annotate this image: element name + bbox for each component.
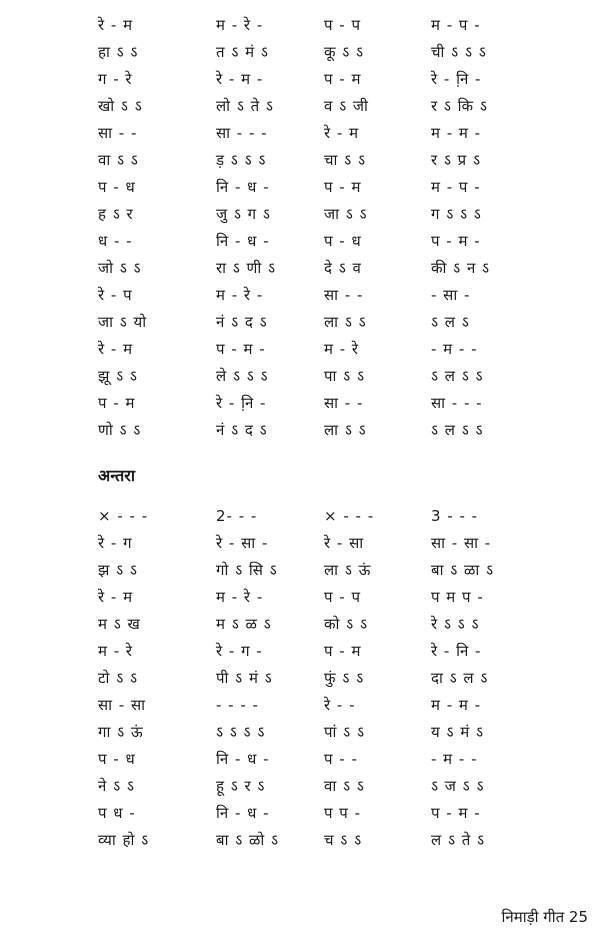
- notation-cell: सा - -: [324, 394, 364, 412]
- notation-cell: ऽ ल ऽ: [431, 313, 470, 331]
- notation-cell: चा ऽ ऽ: [324, 151, 366, 169]
- notation-row: [0, 309, 600, 336]
- notation-row: [0, 503, 600, 530]
- notation-cell: ले ऽ ऽ ऽ: [216, 367, 269, 385]
- notation-cell: रे - -: [324, 696, 356, 714]
- notation-cell: पी ऽ मं ऽ: [216, 669, 273, 687]
- notation-cell: 2- - -: [216, 507, 258, 525]
- notation-cell: रे - म: [98, 16, 134, 34]
- notation-cell: नि - ध -: [216, 750, 270, 768]
- notation-cell: झ ऽ ऽ: [98, 561, 138, 579]
- notation-cell: ह ऽ र: [98, 205, 134, 223]
- notation-row: [0, 39, 600, 66]
- notation-cell: नं ऽ द ऽ: [216, 421, 268, 439]
- notation-cell: - म - -: [431, 340, 478, 358]
- notation-cell: रे - सा -: [216, 534, 269, 552]
- notation-cell: नं ऽ द ऽ: [216, 313, 268, 331]
- notation-cell: ग ऽ ऽ ऽ: [431, 205, 482, 223]
- notation-cell: प - म -: [431, 232, 481, 250]
- notation-cell: झू ऽ ऽ: [98, 367, 138, 385]
- notation-row: [0, 336, 600, 363]
- notation-cell: वा ऽ ऽ: [324, 777, 365, 795]
- notation-row: [0, 665, 600, 692]
- notation-cell: प - म: [324, 642, 362, 660]
- notation-cell: म - प -: [431, 178, 481, 196]
- notation-cell: ऽ ल ऽ ऽ: [431, 421, 484, 439]
- notation-cell: ऽ ज ऽ ऽ: [431, 777, 485, 795]
- notation-cell: दा ऽ ल ऽ: [431, 669, 489, 687]
- notation-cell: दे ऽ व: [324, 259, 362, 277]
- notation-row: [0, 201, 600, 228]
- notation-cell: हू ऽ र ऽ: [216, 777, 266, 795]
- notation-cell: रे - म: [324, 124, 360, 142]
- notation-cell: रे - म -: [216, 70, 264, 88]
- notation-cell: सा - -: [324, 286, 364, 304]
- notation-cell: रे - ग -: [216, 642, 263, 660]
- notation-row: [0, 719, 600, 746]
- notation-cell: प ध -: [98, 804, 136, 822]
- notation-row: [0, 255, 600, 282]
- notation-cell: म - म -: [431, 696, 482, 714]
- notation-row: [0, 417, 600, 444]
- notation-cell: नि - ध -: [216, 232, 270, 250]
- notation-cell: वा ऽ ऽ: [98, 151, 139, 169]
- notation-cell: प - प: [324, 16, 361, 34]
- notation-row: [0, 390, 600, 417]
- notation-cell: नि - ध -: [216, 804, 270, 822]
- notation-cell: गो ऽ सि ऽ: [216, 561, 278, 579]
- notation-cell: ध - -: [98, 232, 133, 250]
- page-footer: निमाड़ी गीत 25: [501, 908, 588, 926]
- notation-cell: ला ऽ ऽ: [324, 313, 367, 331]
- notation-cell: व ऽ जी: [324, 97, 369, 115]
- notation-cell: रे - नि़ -: [216, 394, 267, 412]
- notation-cell: ला ऽ ऽ: [324, 421, 367, 439]
- notation-cell: म - रे: [98, 642, 134, 660]
- notation-row: [0, 692, 600, 719]
- notation-row: [0, 773, 600, 800]
- notation-row: [0, 120, 600, 147]
- notation-cell: सा - सा: [98, 696, 146, 714]
- notation-cell: म - रे -: [216, 16, 264, 34]
- notation-cell: गा ऽ ऊं: [98, 723, 144, 741]
- notation-row: [0, 93, 600, 120]
- notation-cell: प - ध: [98, 750, 136, 768]
- notation-cell: प म प -: [431, 588, 484, 606]
- notation-cell: नि - ध -: [216, 178, 270, 196]
- notation-cell: की ऽ न ऽ: [431, 259, 491, 277]
- notation-row: [0, 638, 600, 665]
- notation-cell: पा ऽ ऽ: [324, 367, 365, 385]
- notation-table-antara: [0, 503, 600, 854]
- notation-cell: ऽ ऽ ऽ ऽ: [216, 723, 266, 741]
- notation-row: [0, 800, 600, 827]
- notation-cell: ने ऽ ऽ: [98, 777, 135, 795]
- notation-row: [0, 282, 600, 309]
- notation-cell: म ऽ ळ ऽ: [216, 615, 272, 633]
- notation-cell: सा - - -: [431, 394, 483, 412]
- notation-cell: जा ऽ ऽ: [324, 205, 368, 223]
- notation-cell: ऽ ल ऽ ऽ: [431, 367, 484, 385]
- notation-cell: - सा -: [431, 286, 471, 304]
- notation-cell: सा - सा -: [431, 534, 492, 552]
- notation-cell: रे - प: [98, 286, 133, 304]
- notation-cell: रे ऽ ऽ ऽ: [431, 615, 480, 633]
- section-heading: अन्तरा: [98, 466, 135, 485]
- notation-cell: × - - -: [324, 507, 375, 525]
- notation-cell: रे - म: [98, 340, 134, 358]
- notation-cell: म - रे: [324, 340, 360, 358]
- notation-cell: जु ऽ ग ऽ: [216, 205, 271, 223]
- notation-cell: फुं ऽ ऽ: [324, 669, 365, 687]
- notation-cell: रे - नि़ -: [431, 70, 482, 88]
- notation-cell: प - म -: [431, 804, 481, 822]
- notation-row: [0, 611, 600, 638]
- notation-cell: जो ऽ ऽ: [98, 259, 142, 277]
- notation-cell: रे - सा: [324, 534, 365, 552]
- notation-cell: बा ऽ ळो ऽ: [216, 831, 280, 849]
- notation-row: [0, 557, 600, 584]
- notation-cell: कू ऽ ऽ: [324, 43, 365, 61]
- notation-cell: प प -: [324, 804, 361, 822]
- notation-cell: रे - नि -: [431, 642, 482, 660]
- notation-cell: म - रे -: [216, 588, 264, 606]
- notation-cell: म ऽ ख: [98, 615, 141, 633]
- notation-row: [0, 746, 600, 773]
- notation-cell: सा - - -: [216, 124, 268, 142]
- notation-cell: - - - -: [216, 696, 259, 714]
- notation-cell: च ऽ ऽ: [324, 831, 363, 849]
- notation-cell: प - म: [98, 394, 136, 412]
- notation-cell: को ऽ ऽ: [324, 615, 368, 633]
- notation-cell: लो ऽ ते ऽ: [216, 97, 274, 115]
- notation-row: [0, 584, 600, 611]
- notation-cell: प - म: [324, 178, 362, 196]
- notation-cell: जा ऽ यो: [98, 313, 148, 331]
- notation-cell: ल ऽ ते ऽ: [431, 831, 486, 849]
- notation-cell: प - ध: [98, 178, 136, 196]
- notation-cell: त ऽ मं ऽ: [216, 43, 269, 61]
- notation-cell: ड़ ऽ ऽ ऽ: [216, 151, 267, 169]
- notation-cell: टो ऽ ऽ: [98, 669, 138, 687]
- notation-cell: य ऽ मं ऽ: [431, 723, 484, 741]
- notation-cell: म - प -: [431, 16, 481, 34]
- notation-cell: रे - म: [98, 588, 134, 606]
- notation-row: [0, 174, 600, 201]
- notation-row: [0, 363, 600, 390]
- notation-row: [0, 827, 600, 854]
- notation-cell: सा - -: [98, 124, 138, 142]
- notation-cell: र ऽ प्र ऽ: [431, 151, 481, 169]
- notation-cell: - म - -: [431, 750, 478, 768]
- notation-cell: पां ऽ ऽ: [324, 723, 365, 741]
- notation-cell: हा ऽ ऽ: [98, 43, 139, 61]
- notation-table-main: [0, 12, 600, 444]
- notation-row: [0, 12, 600, 39]
- notation-cell: रा ऽ णी ऽ: [216, 259, 277, 277]
- notation-cell: प - म -: [216, 340, 266, 358]
- notation-cell: खो ऽ ऽ: [98, 97, 143, 115]
- notation-cell: प - -: [324, 750, 358, 768]
- notation-cell: प - म: [324, 70, 362, 88]
- notation-cell: 3 - - -: [431, 507, 479, 525]
- notation-cell: ग - रे: [98, 70, 133, 88]
- notation-cell: णो ऽ ऽ: [98, 421, 142, 439]
- notation-cell: ची ऽ ऽ ऽ: [431, 43, 487, 61]
- notation-cell: रे - ग: [98, 534, 133, 552]
- notation-cell: म - म -: [431, 124, 482, 142]
- notation-row: [0, 147, 600, 174]
- notation-cell: र ऽ कि ऽ: [431, 97, 488, 115]
- notation-row: [0, 66, 600, 93]
- notation-cell: म - रे -: [216, 286, 264, 304]
- notation-cell: ला ऽ ऊं: [324, 561, 372, 579]
- notation-cell: बा ऽ ळा ऽ: [431, 561, 495, 579]
- notation-cell: प - ध: [324, 232, 362, 250]
- notation-cell: प - प: [324, 588, 361, 606]
- notation-cell: व्या हो ऽ: [98, 831, 150, 849]
- notation-row: [0, 530, 600, 557]
- notation-row: [0, 228, 600, 255]
- notation-cell: × - - -: [98, 507, 149, 525]
